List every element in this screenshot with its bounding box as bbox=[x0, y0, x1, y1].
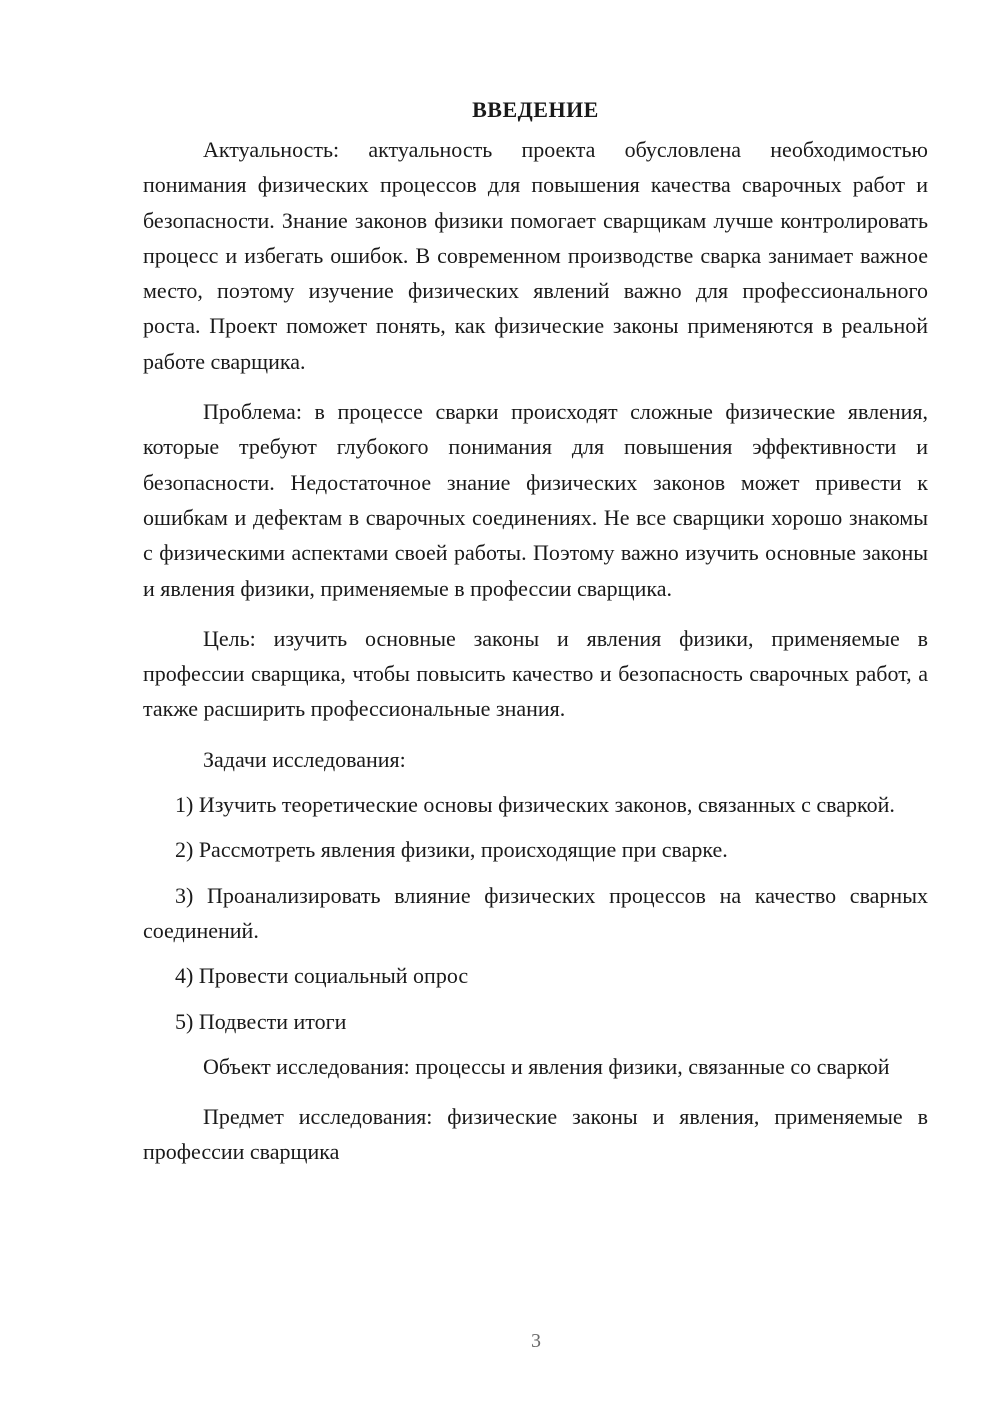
task-item: 5) Подвести итоги bbox=[175, 1008, 347, 1034]
paragraph-goal: Цель: изучить основные законы и явления физики, применяемые в профессии сварщика, чтобы повысить качество и безопасность сварочных работ, а также расширить профессиональные знания. bbox=[143, 625, 928, 722]
paragraph-problem: Проблема: в процессе сварки происходят сложные физические явления, которые требуют глубокого понимания для повышения эффективности и безопасности. Недостаточное знание физических законов может привести к ошибкам и дефектам в сварочных соединениях. Не все сварщики хорошо знакомы с физическими аспектами своей работы. Поэтому важно изучить основные законы и явления физики, применяемые в профессии сварщика. bbox=[143, 399, 928, 601]
task-item: 2) Рассмотреть явления физики, происходящие при сварке. bbox=[175, 837, 728, 863]
page-title: ВВЕДЕНИЕ bbox=[472, 97, 599, 122]
page-number: 3 bbox=[531, 1330, 541, 1352]
paragraph-subject: Предмет исследования: физические законы и явления, применяемые в профессии сварщика bbox=[143, 1104, 928, 1165]
paragraph-relevance: Актуальность: актуальность проекта обусловлена необходимостью понимания физических процессов для повышения качества сварочных работ и безопасности. Знание законов физики помогает сварщикам лучше контролировать процесс и избегать ошибок. В современном производстве сварка занимает важное место, поэтому изучение физических явлений важно для профессионального роста. Проект поможет понять, как физические законы применяются в реальной работе сварщика. bbox=[143, 137, 928, 374]
paragraph-object: Объект исследования: процессы и явления физики, связанные со сваркой bbox=[203, 1053, 890, 1079]
task-item: 1) Изучить теоретические основы физических законов, связанных с сваркой. bbox=[175, 792, 895, 818]
tasks-label: Задачи исследования: bbox=[203, 746, 406, 772]
task-item: 4) Провести социальный опрос bbox=[175, 963, 469, 989]
task-item: 3) Проанализировать влияние физических процессов на качество сварных соединений. bbox=[143, 882, 928, 943]
page-content bbox=[143, 92, 928, 1185]
